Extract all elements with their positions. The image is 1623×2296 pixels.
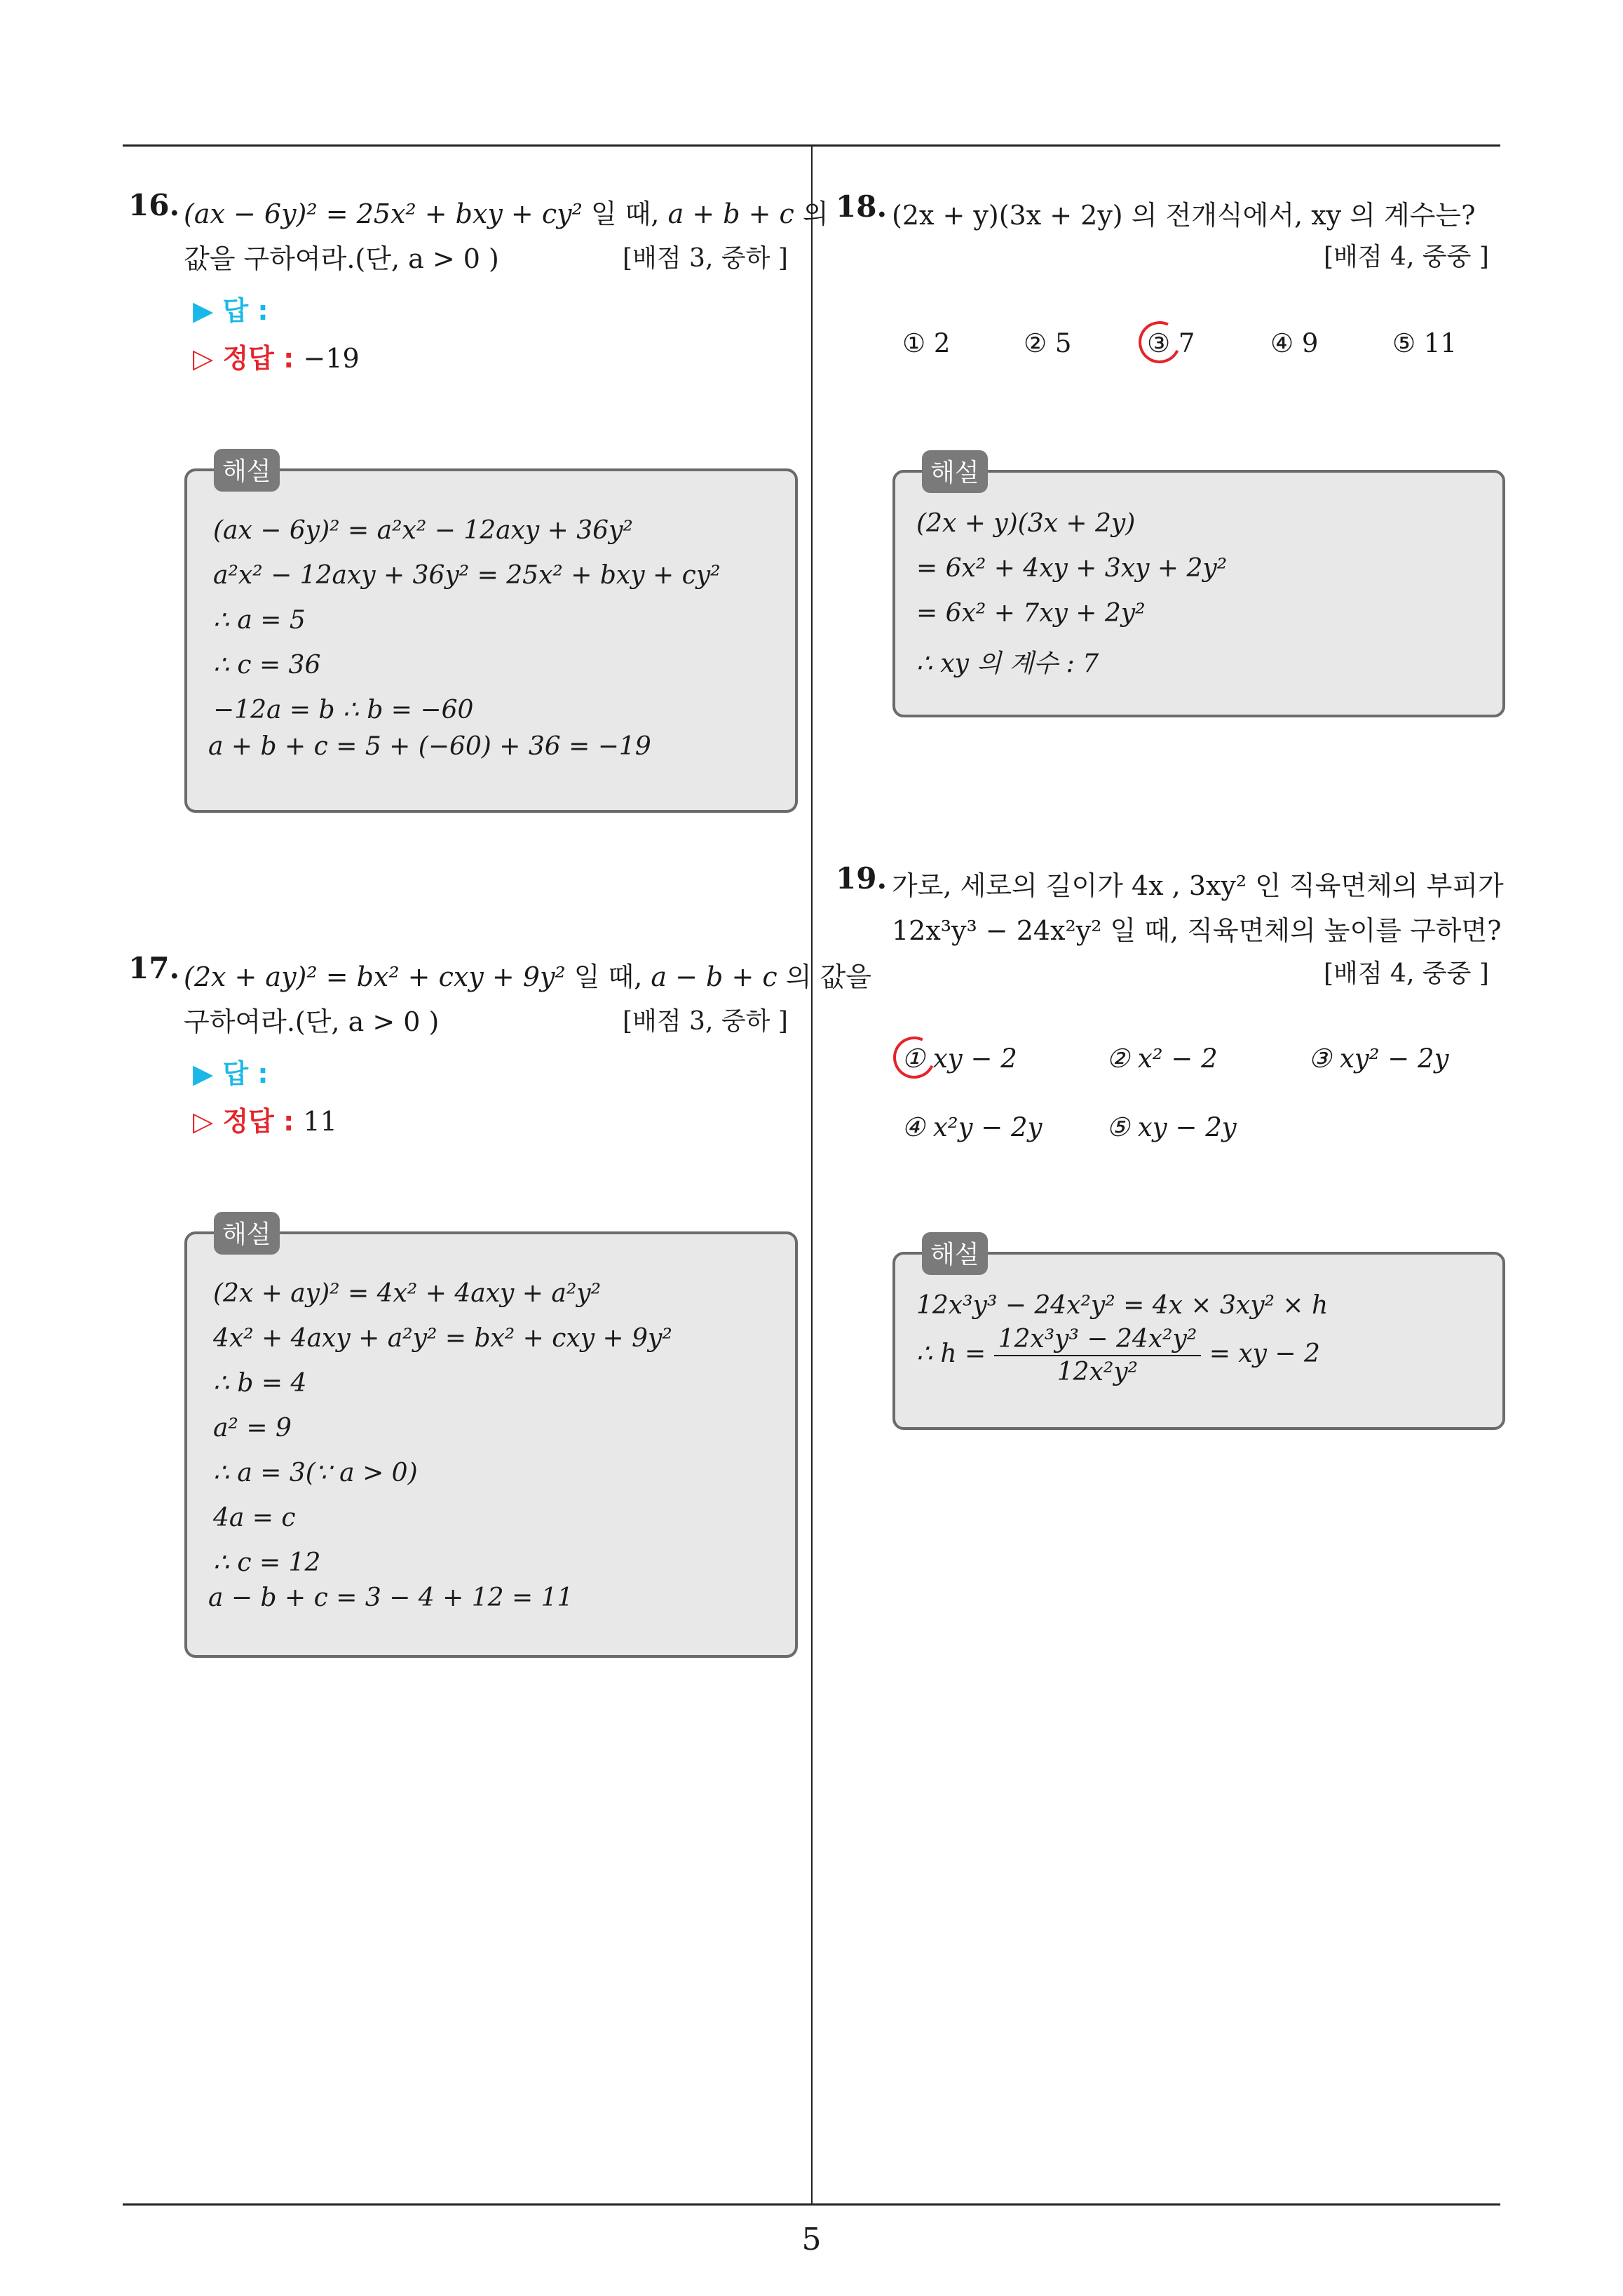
explanation-tag: 해설 <box>922 450 988 493</box>
explain-line: ∴ c = 12 <box>213 1548 321 1577</box>
explain-line: ∴ a = 3(∵ a > 0) <box>213 1459 418 1487</box>
column-divider <box>811 144 813 2203</box>
answer-label: ▶ 답 : <box>193 295 269 326</box>
question-text-line2: 12x³y³ − 24x²y² 일 때, 직육면체의 높이를 구하면? <box>892 915 1502 946</box>
choice-1[interactable]: ① xy − 2 <box>902 1044 1017 1074</box>
explain-line: ∴ b = 4 <box>213 1369 307 1398</box>
explain-line: 4x² + 4axy + a²y² = bx² + cxy + 9y² <box>213 1324 672 1353</box>
explain-line: (2x + ay)² = 4x² + 4axy + a²y² <box>213 1279 602 1308</box>
explanation-tag: 해설 <box>214 449 280 492</box>
explain-line: 4a = c <box>213 1504 296 1532</box>
choice-5[interactable]: ⑤ xy − 2y <box>1106 1112 1237 1142</box>
answer-mark-circle-icon <box>1133 316 1187 370</box>
explanation-box <box>892 1241 1505 1430</box>
explanation-box <box>892 459 1505 717</box>
score-label: [배점 3, 중하 ] <box>623 244 788 273</box>
explain-line: ∴ a = 5 <box>213 606 306 635</box>
explain-line: −12a = b ∴ b = −60 <box>213 696 474 724</box>
answer-mark-circle-icon <box>888 1031 942 1085</box>
choice-2[interactable]: ② 5 <box>1024 328 1072 358</box>
explain-line: a − b + c = 3 − 4 + 12 = 11 <box>208 1583 573 1612</box>
bottom-rule <box>123 2203 1500 2206</box>
explanation-tag: 해설 <box>922 1232 988 1275</box>
question-text-line1: (2x + ay)² = bx² + cxy + 9y² 일 때, a − b + c 의 값을 <box>184 961 871 992</box>
correct-answer: ▷ 정답 : −19 <box>193 343 360 374</box>
page-number: 5 <box>801 2222 822 2257</box>
choice-2[interactable]: ② x² − 2 <box>1106 1044 1218 1074</box>
explain-line: 12x³y³ − 24x²y² = 4x × 3xy² × h <box>916 1291 1329 1320</box>
explain-line: a + b + c = 5 + (−60) + 36 = −19 <box>208 732 651 761</box>
explanation-box <box>184 1220 798 1658</box>
explain-line: a²x² − 12axy + 36y² = 25x² + bxy + cy² <box>213 561 721 590</box>
question-text-line2: 값을 구하여라.(단, a > 0 ) <box>184 243 499 274</box>
question-text-line1: (2x + y)(3x + 2y) 의 전개식에서, xy 의 계수는? <box>892 200 1476 231</box>
question-number: 17. <box>128 951 180 985</box>
explain-formula: ∴ h = $\frac{\text{12x³y³ − 24x²y²}}{\text{12x²y²}}$ = xy − 2 <box>916 1325 1320 1386</box>
choice-3[interactable]: ③ xy² − 2y <box>1308 1044 1449 1074</box>
explanation-box <box>184 457 798 813</box>
score-label: [배점 3, 중하 ] <box>623 1007 788 1036</box>
explain-line: = 6x² + 7xy + 2y² <box>916 599 1146 628</box>
explain-line: (ax − 6y)² = a²x² − 12axy + 36y² <box>213 516 633 545</box>
question-number: 16. <box>128 188 180 222</box>
question-text-line2: 구하여라.(단, a > 0 ) <box>184 1006 440 1037</box>
explain-line: ∴ c = 36 <box>213 651 321 680</box>
choice-5[interactable]: ⑤ 11 <box>1392 328 1458 358</box>
question-text-line1: 가로, 세로의 길이가 4x , 3xy² 인 직육면체의 부피가 <box>892 870 1504 901</box>
question-text-line1: (ax − 6y)² = 25x² + bxy + cy² 일 때, a + b + c 의 <box>184 198 829 229</box>
explain-line: ∴ xy 의 계수 : 7 <box>916 649 1099 678</box>
explain-line: a² = 9 <box>213 1414 292 1443</box>
fraction: $\frac{\text{12x³y³ − 24x²y²}}{\text{12x²y²}}$ <box>994 1325 1202 1386</box>
choice-3[interactable]: ③ 7 <box>1147 328 1195 358</box>
score-label: [배점 4, 중중 ] <box>1324 959 1489 988</box>
explain-line: = 6x² + 4xy + 3xy + 2y² <box>916 554 1228 583</box>
explain-line: (2x + y)(3x + 2y) <box>916 509 1136 538</box>
explanation-tag: 해설 <box>214 1212 280 1255</box>
choice-4[interactable]: ④ 9 <box>1270 328 1319 358</box>
answer-label: ▶ 답 : <box>193 1058 269 1089</box>
correct-answer: ▷ 정답 : 11 <box>193 1106 337 1137</box>
score-label: [배점 4, 중중 ] <box>1324 243 1489 271</box>
question-number: 18. <box>836 189 888 224</box>
question-number: 19. <box>836 861 888 896</box>
choice-1[interactable]: ① 2 <box>902 328 951 358</box>
choice-4[interactable]: ④ x²y − 2y <box>902 1112 1043 1142</box>
